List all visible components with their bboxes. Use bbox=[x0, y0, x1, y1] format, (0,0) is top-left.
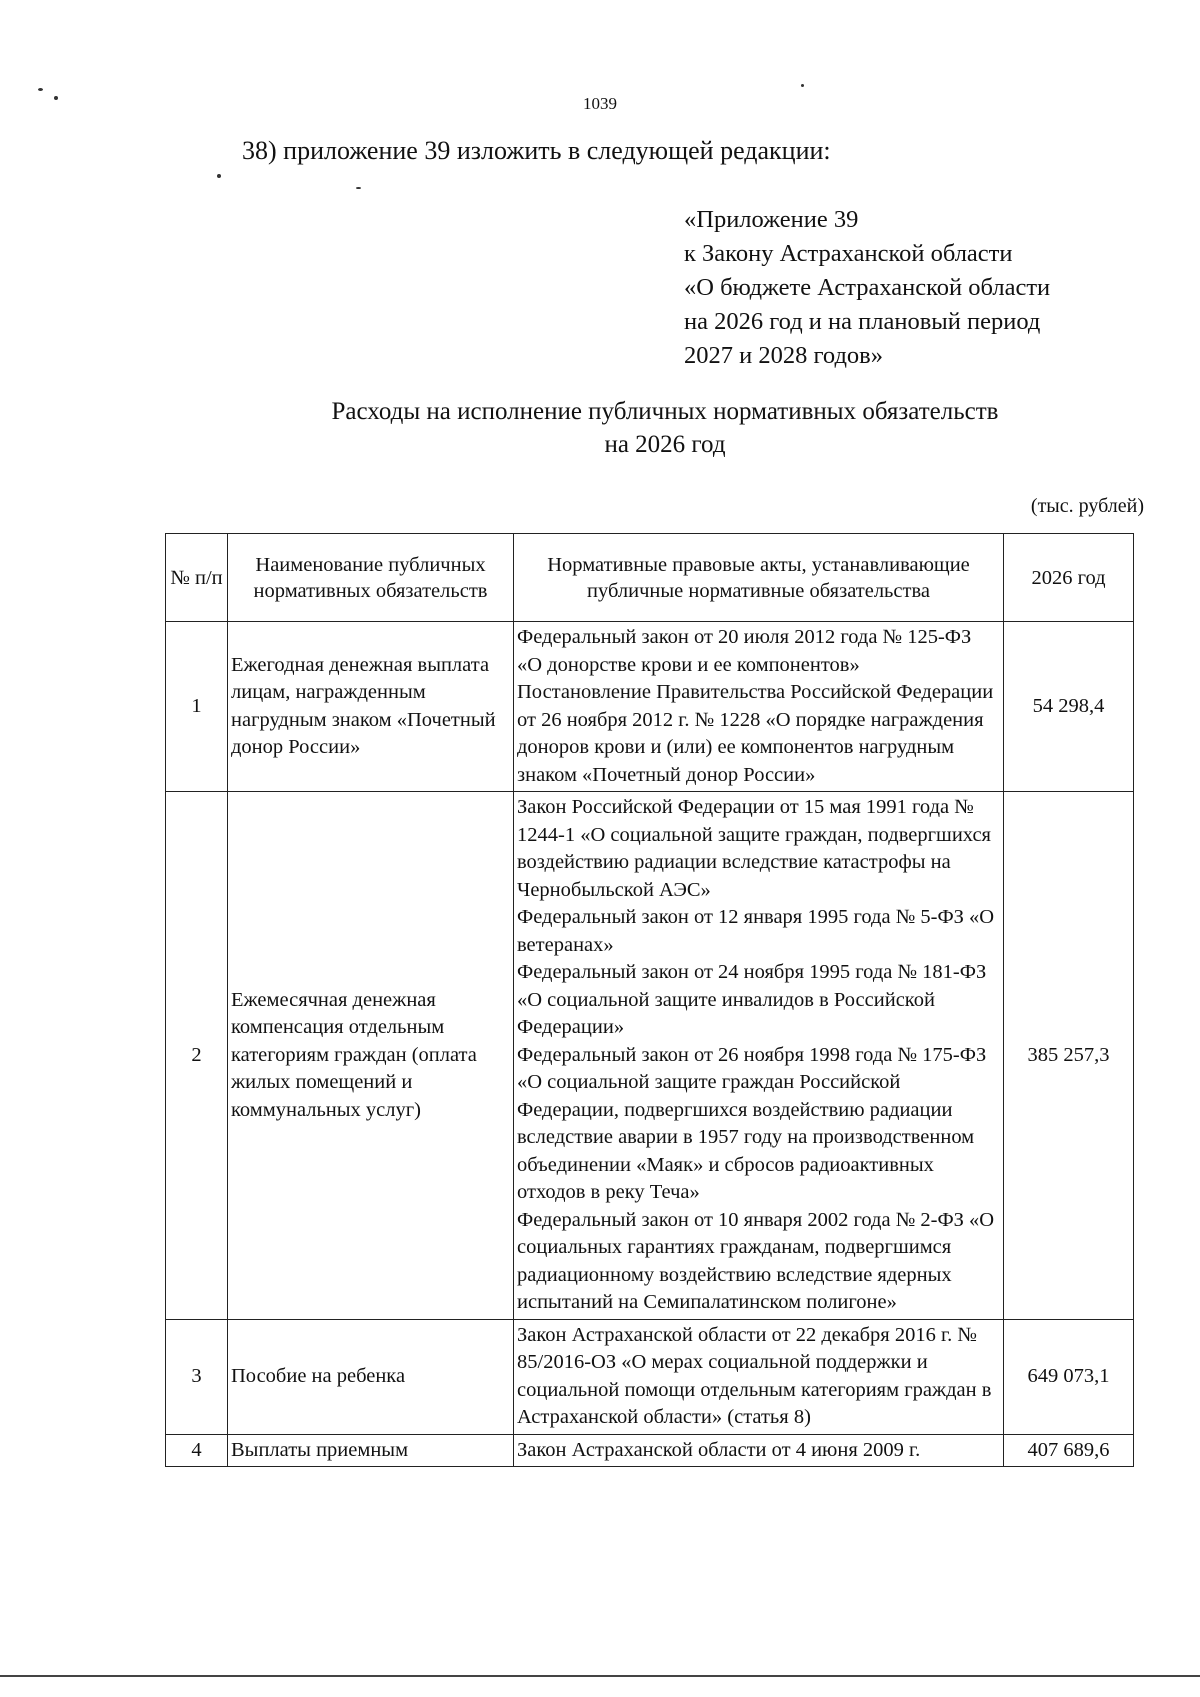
document-title-line: Расходы на исполнение публичных нормативных обязательств bbox=[331, 398, 999, 425]
row-number: 2 bbox=[166, 792, 228, 1320]
scan-speck bbox=[356, 187, 361, 189]
scan-edge-line bbox=[0, 1675, 1200, 1677]
table-row bbox=[166, 1319, 1134, 1434]
obligation-name: Ежемесячная денежная компенсация отдельным категориям граждан (оплата жилых помещений и коммунальных услуг) bbox=[228, 792, 514, 1320]
legal-act: Постановление Правительства Российской Федерации от 26 ноября 2012 г. № 1228 «О порядке награждения доноров крови и (или) ее компонентов нагрудным знаком «Почетный донор России» bbox=[517, 681, 994, 786]
amount-2026: 407 689,6 bbox=[1004, 1434, 1134, 1467]
amount-2026: 385 257,3 bbox=[1004, 792, 1134, 1320]
appendix-line: «О бюджете Астраханской области bbox=[684, 274, 1051, 301]
scan-speck bbox=[217, 174, 221, 178]
page-number: 1039 bbox=[583, 94, 617, 113]
row-number: 4 bbox=[166, 1434, 228, 1467]
legal-act: Закон Российской Федерации от 15 мая 1991 года № 1244-1 «О социальной защите граждан, подвергшихся воздействию радиации вследствие катастрофы на Чернобыльской АЭС» bbox=[517, 796, 991, 901]
header-year: 2026 год bbox=[1004, 534, 1134, 622]
scan-speck bbox=[38, 88, 43, 91]
amount-2026: 649 073,1 bbox=[1004, 1319, 1134, 1434]
header-number: № п/п bbox=[166, 534, 228, 622]
document-title-line: на 2026 год bbox=[604, 431, 726, 458]
header-name: Наименование публичных нормативных обязательств bbox=[228, 534, 514, 622]
legal-act: Закон Астраханской области от 22 декабря 2016 г. № 85/2016-ОЗ «О мерах социальной поддержки и социальной помощи отдельным категориям граждан в Астраханской области» (статья 8) bbox=[517, 1323, 992, 1428]
appendix-heading bbox=[684, 203, 1050, 373]
document-title bbox=[200, 395, 1130, 461]
legal-act: Федеральный закон от 24 ноября 1995 года № 181-ФЗ «О социальной защите инвалидов в Российской Федерации» bbox=[517, 961, 987, 1038]
obligation-name: Ежегодная денежная выплата лицам, награжденным нагрудным знаком «Почетный донор России» bbox=[228, 622, 514, 792]
legal-act: Федеральный закон от 12 января 1995 года № 5-ФЗ «О ветеранах» bbox=[517, 906, 995, 956]
legal-acts bbox=[514, 1434, 1004, 1467]
legal-acts bbox=[514, 622, 1004, 792]
amendment-instruction: 38) приложение 39 изложить в следующей редакции: bbox=[242, 136, 831, 165]
table-row bbox=[166, 622, 1134, 792]
appendix-line: на 2026 год и на плановый период bbox=[684, 308, 1041, 335]
legal-act: Федеральный закон от 26 ноября 1998 года № 175-ФЗ «О социальной защите граждан Российской Федерации, подвергшихся воздействию радиации вследствие аварии в 1957 году на производственном объединении «Маяк» и сбросов радиоактивных отходов в реку Теча» bbox=[517, 1043, 987, 1203]
scan-speck bbox=[801, 84, 804, 87]
legal-acts bbox=[514, 1319, 1004, 1434]
obligations-table bbox=[165, 533, 1134, 1467]
table-row bbox=[166, 792, 1134, 1320]
legal-act: Закон Астраханской области от 4 июня 2009 г. bbox=[517, 1438, 921, 1461]
table-row bbox=[166, 1434, 1134, 1467]
header-acts: Нормативные правовые акты, устанавливающие публичные нормативные обязательства bbox=[514, 534, 1004, 622]
table-header-row bbox=[166, 534, 1134, 622]
appendix-line: «Приложение 39 bbox=[684, 206, 859, 233]
legal-act: Федеральный закон от 10 января 2002 года № 2-ФЗ «О социальных гарантиях гражданам, подвергшимся радиационному воздействию вследствие ядерных испытаний на Семипалатинском полигоне» bbox=[517, 1208, 995, 1313]
units-label: (тыс. рублей) bbox=[1030, 495, 1144, 517]
legal-acts bbox=[514, 792, 1004, 1320]
row-number: 1 bbox=[166, 622, 228, 792]
row-number: 3 bbox=[166, 1319, 228, 1434]
appendix-line: 2027 и 2028 годов» bbox=[684, 342, 884, 369]
amount-2026: 54 298,4 bbox=[1004, 622, 1134, 792]
appendix-line: к Закону Астраханской области bbox=[684, 240, 1013, 267]
obligation-name: Пособие на ребенка bbox=[228, 1319, 514, 1434]
obligation-name: Выплаты приемным bbox=[228, 1434, 514, 1467]
legal-act: Федеральный закон от 20 июля 2012 года № 125-ФЗ «О донорстве крови и ее компонентов» bbox=[517, 626, 972, 676]
